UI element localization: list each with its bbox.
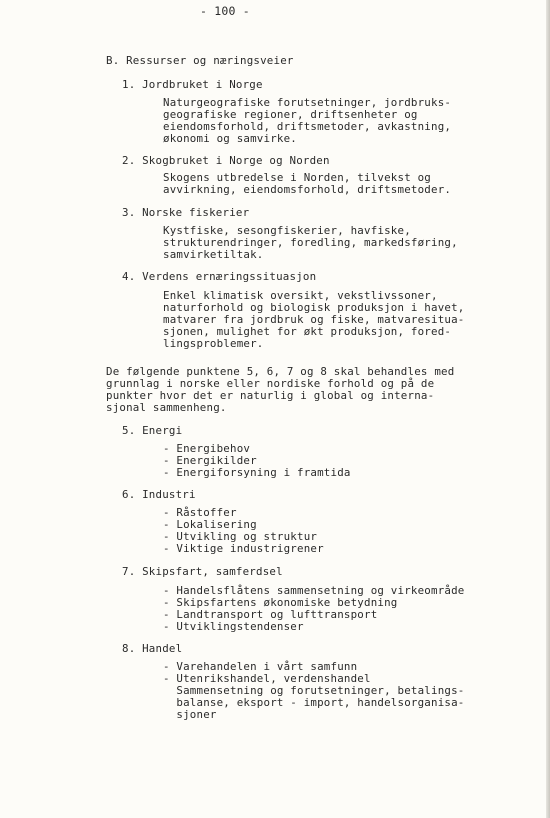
item-heading: 8. Handel [122, 642, 183, 655]
item-heading: 1. Jordbruket i Norge [122, 78, 263, 91]
intro-paragraph-line: De følgende punktene 5, 6, 7 og 8 skal behandles med [106, 365, 455, 378]
item-desc-line: samvirketiltak. [163, 248, 264, 261]
item-desc-line: lingsproblemer. [163, 337, 264, 350]
item-desc-line: strukturendringer, foredling, markedsføring, [163, 236, 458, 249]
item-desc-line: Kystfiske, sesongfiskerier, havfiske, [163, 224, 411, 237]
item-desc-line: økonomi og samvirke. [163, 132, 298, 145]
item-desc-line: geografiske regioner, driftsenheter og [163, 108, 418, 121]
item-desc-line: naturforhold og biologisk produksjon i havet, [163, 301, 465, 314]
list-item: - Energibehov [163, 442, 251, 455]
item-desc-line: eiendomsforhold, driftsmetoder, avkastning, [163, 120, 452, 133]
list-item: - Lokalisering [163, 518, 257, 531]
item-heading: 3. Norske fiskerier [122, 206, 250, 219]
list-item: - Energikilder [163, 454, 257, 467]
intro-paragraph-line: grunnlag i norske eller nordiske forhold og på de [106, 377, 435, 390]
list-item: - Landtransport og lufttransport [163, 608, 378, 621]
item-heading: 4. Verdens ernæringssituasjon [122, 270, 317, 283]
item-heading: 7. Skipsfart, samferdsel [122, 565, 283, 578]
list-item: - Utenrikshandel, verdenshandel [163, 672, 371, 685]
list-item: - Råstoffer [163, 506, 237, 519]
list-item: - Varehandelen i vårt samfunn [163, 660, 358, 673]
list-item: - Handelsflåtens sammensetning og virkeområde [163, 584, 465, 597]
intro-paragraph-line: sjonal sammenheng. [106, 401, 227, 414]
item-desc-line: matvarer fra jordbruk og fiske, matvaresitua- [163, 313, 465, 326]
list-item: - Utviklingstendenser [163, 620, 304, 633]
item-desc-line: Naturgeografiske forutsetninger, jordbruks- [163, 96, 452, 109]
intro-paragraph-line: punkter hvor det er naturlig i global og interna- [106, 389, 435, 402]
list-item: sjoner [163, 708, 217, 721]
item-heading: 2. Skogbruket i Norge og Norden [122, 154, 330, 167]
item-desc-line: sjonen, mulighet for økt produksjon, fored- [163, 325, 452, 338]
page-edge-shadow [546, 0, 550, 818]
item-desc-line: Skogens utbredelse i Norden, tilvekst og [163, 171, 432, 184]
list-item: - Utvikling og struktur [163, 530, 318, 543]
item-heading: 5. Energi [122, 424, 183, 437]
list-item: balanse, eksport - import, handelsorganisa- [163, 696, 465, 709]
item-heading: 6. Industri [122, 488, 196, 501]
list-item: - Skipsfartens økonomiske betydning [163, 596, 398, 609]
item-desc-line: Enkel klimatisk oversikt, vekstlivssoner, [163, 289, 438, 302]
section-title: B. Ressurser og næringsveier [106, 54, 294, 67]
item-desc-line: avvirkning, eiendomsforhold, driftsmetoder. [163, 183, 452, 196]
list-item: - Energiforsyning i framtida [163, 466, 351, 479]
page-number: - 100 - [200, 4, 250, 18]
list-item: Sammensetning og forutsetninger, betalings- [163, 684, 465, 697]
list-item: - Viktige industrigrener [163, 542, 324, 555]
